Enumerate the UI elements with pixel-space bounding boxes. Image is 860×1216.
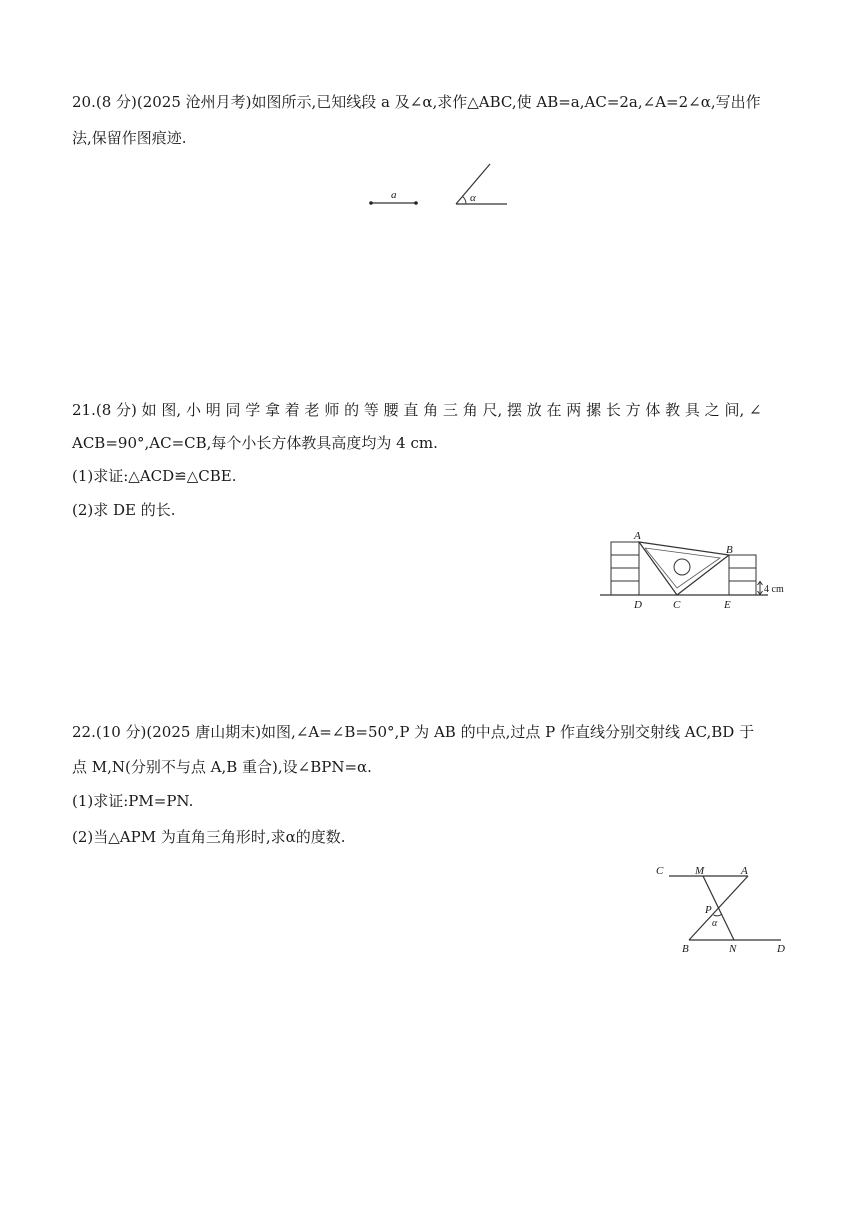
q22-figure <box>645 854 795 959</box>
right-block-stack <box>729 555 756 595</box>
q21-line-4: (2)求 DE 的长. <box>72 501 176 519</box>
point-label-n: N <box>729 943 737 955</box>
q21-line-2: ACB=90°,AC=CB,每个小长方体教具高度均为 4 cm. <box>72 434 438 452</box>
point-label-d: D <box>777 943 785 955</box>
point-label-a: A <box>741 865 748 877</box>
angle-alpha-arc <box>714 914 723 916</box>
segment-a-label: a <box>391 189 397 201</box>
q21-line-1: 21.(8 分) 如 图, 小 明 同 学 拿 着 老 师 的 等 腰 直 角 三 角 尺, 摆 放 在 两 摞 长 方 体 教 具 之 间, ∠ <box>72 401 762 419</box>
point-label-c: C <box>656 865 664 877</box>
point-label-m: M <box>695 865 705 877</box>
point-label-e: E <box>724 599 731 611</box>
q22-line-2: 点 M,N(分别不与点 A,B 重合),设∠BPN=α. <box>72 758 372 776</box>
q22-line-3: (1)求证:PM=PN. <box>72 792 194 810</box>
point-label-b: B <box>726 544 733 556</box>
angle-arc <box>463 196 467 204</box>
segment-a-endpoint <box>414 201 418 205</box>
segment-a-endpoint <box>369 201 373 205</box>
point-label-d: D <box>634 599 642 611</box>
set-square-triangle <box>639 542 729 595</box>
set-square-hole <box>674 559 690 575</box>
q22-line-1: 22.(10 分)(2025 唐山期末)如图,∠A=∠B=50°,P 为 AB 的中点,过点 P 作直线分别交射线 AC,BD 于 <box>72 723 755 741</box>
angle-alpha-label: α <box>712 918 718 929</box>
point-label-a: A <box>634 530 641 542</box>
set-square-inner-edge <box>645 548 720 588</box>
height-label: 4 cm <box>764 584 784 595</box>
q20-line-2: 法,保留作图痕迹. <box>72 129 187 147</box>
q22-line-4: (2)当△APM 为直角三角形时,求α的度数. <box>72 828 346 846</box>
angle-alpha-label: α <box>470 192 476 204</box>
q21-line-3: (1)求证:△ACD≌△CBE. <box>72 467 237 485</box>
q20-figure <box>360 155 520 215</box>
left-block-stack <box>611 542 639 595</box>
point-label-p: P <box>705 904 712 916</box>
q20-line-1: 20.(8 分)(2025 沧州月考)如图所示,已知线段 a 及∠α,求作△ABC,使 AB=a,AC=2a,∠A=2∠α,写出作 <box>72 93 761 111</box>
q21-figure <box>598 526 798 616</box>
point-label-c: C <box>673 599 681 611</box>
point-label-b: B <box>682 943 689 955</box>
